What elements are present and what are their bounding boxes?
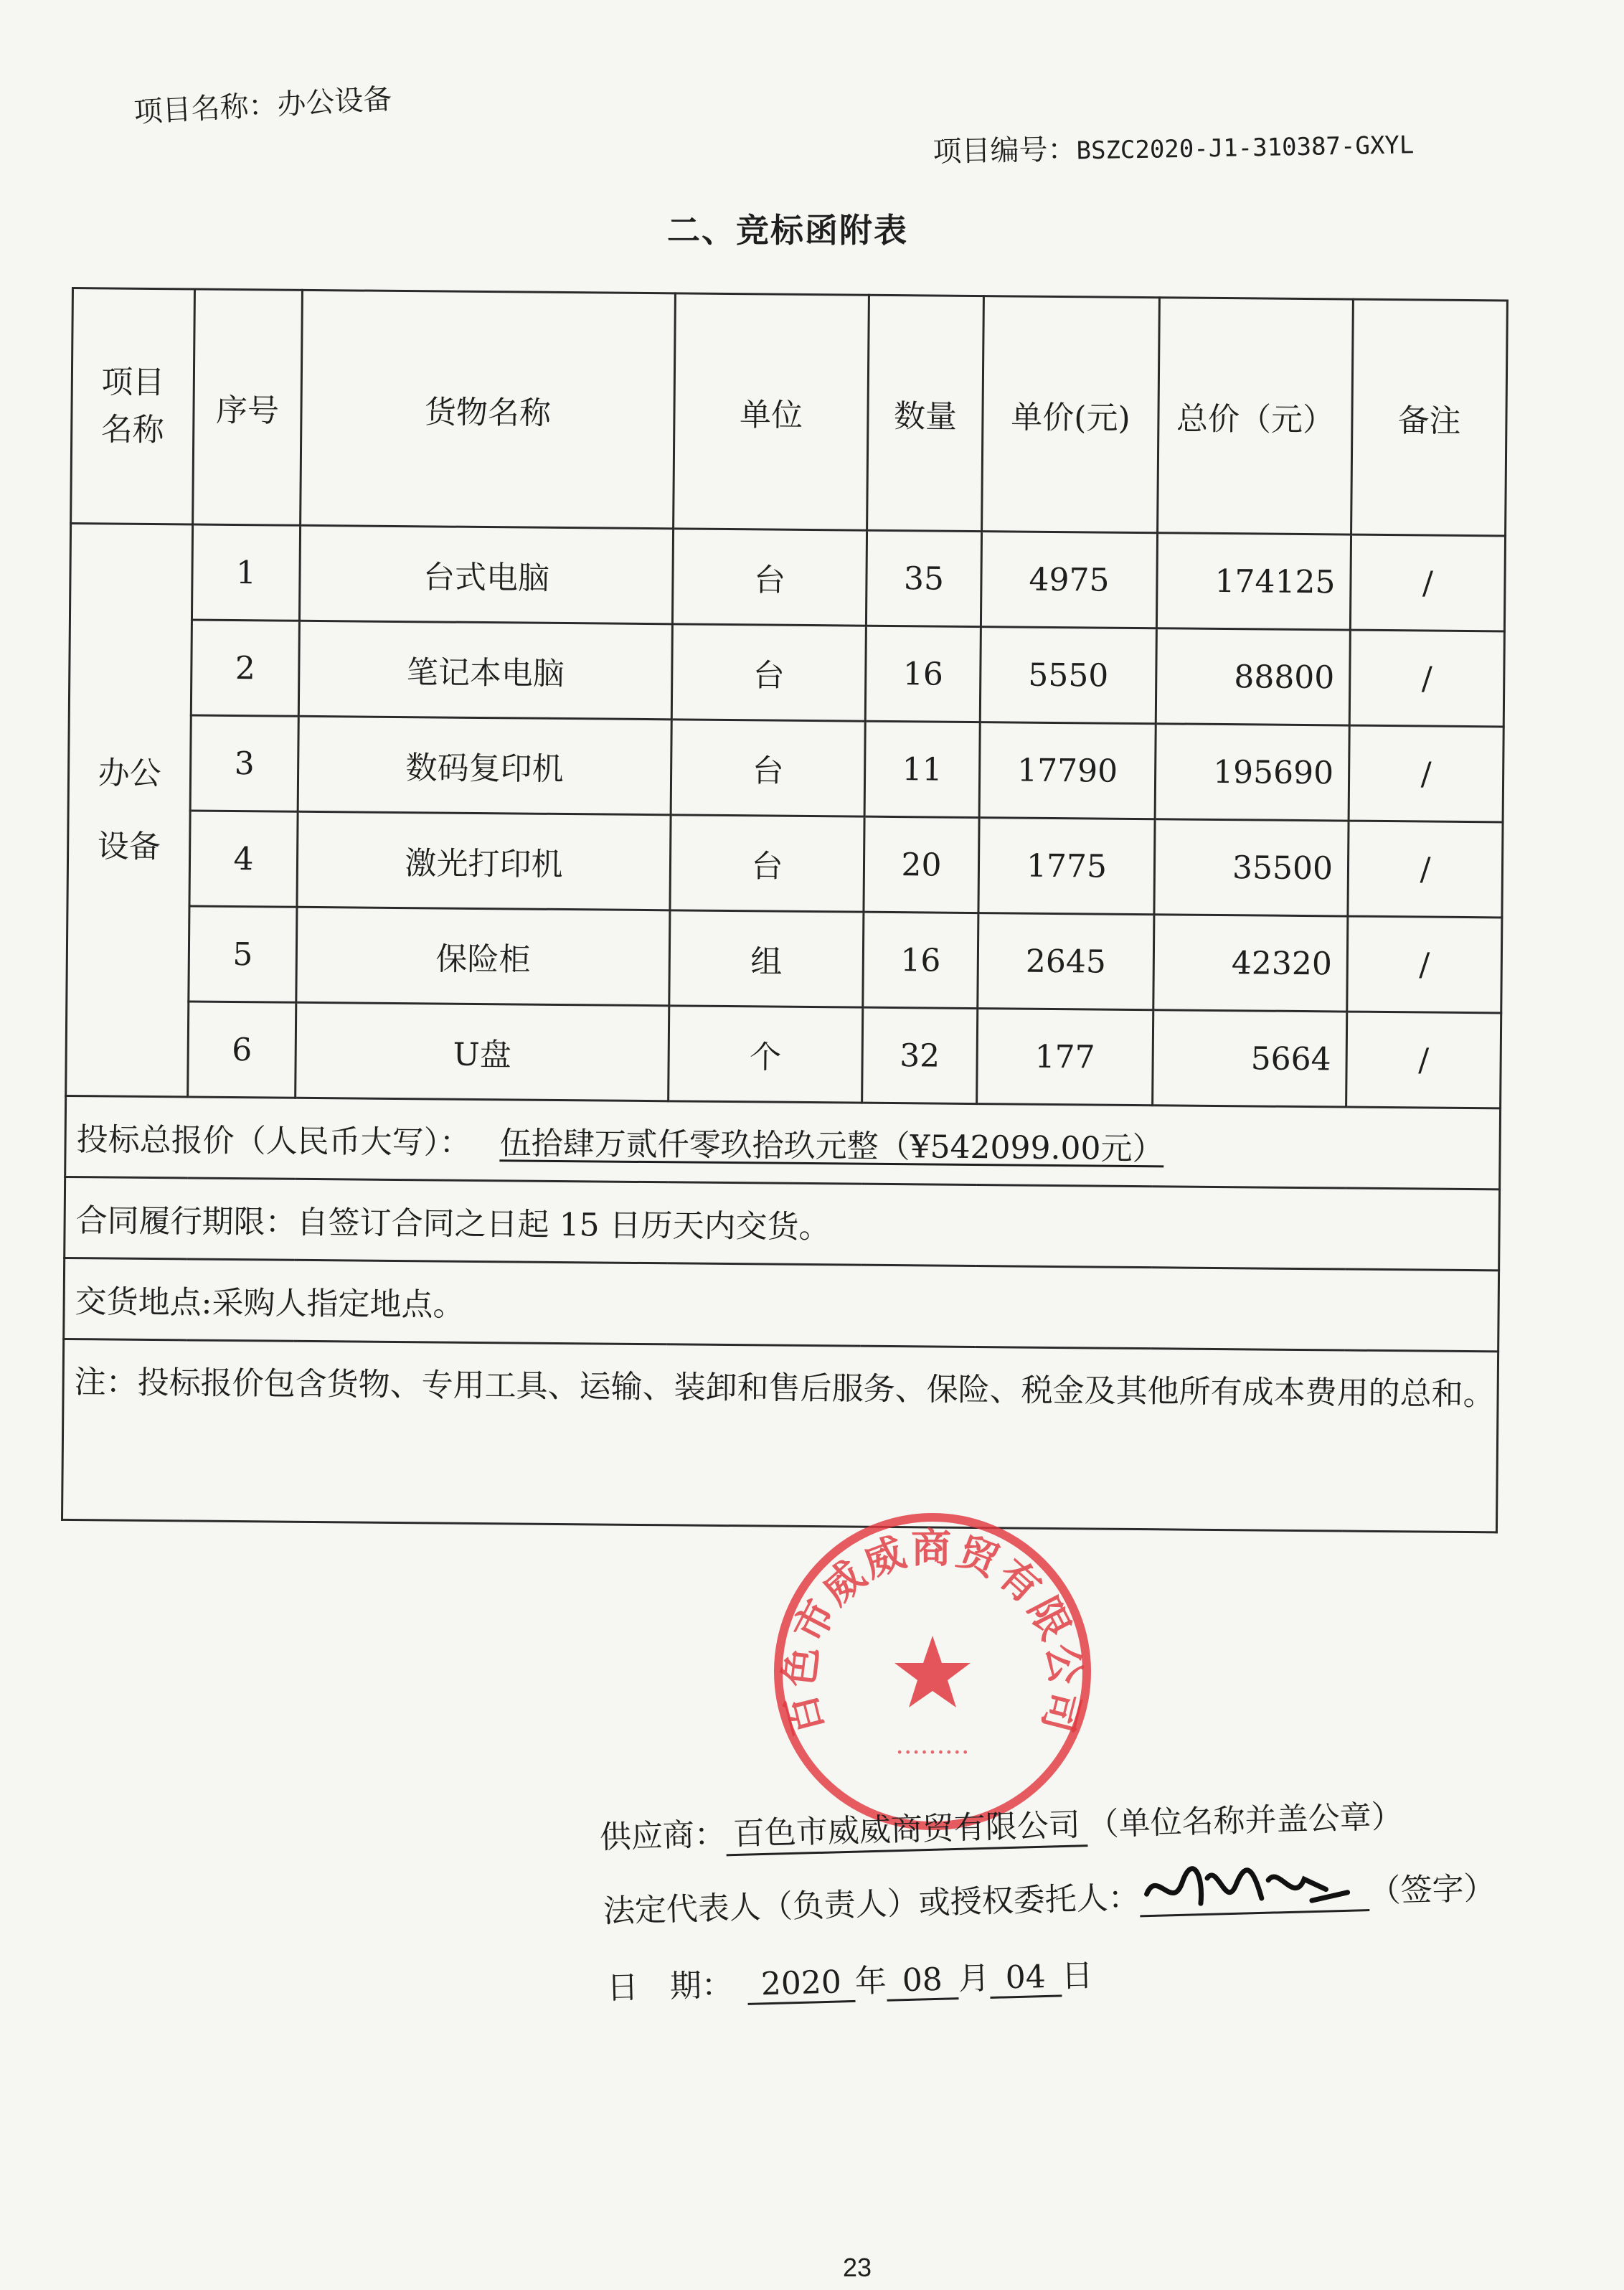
- date-day: 04: [989, 1958, 1062, 1999]
- table-row: [66, 1000, 1501, 1108]
- bid-table: [61, 287, 1509, 1533]
- row-name: 台式电脑: [299, 525, 673, 624]
- row-qty: 16: [865, 626, 981, 722]
- row-unit: 组: [669, 910, 864, 1007]
- table-row: [69, 618, 1504, 726]
- row-name: 保险柜: [296, 907, 670, 1006]
- row-total: 42320: [1153, 915, 1348, 1012]
- table-row: [67, 905, 1502, 1012]
- date-month: 08: [886, 1961, 958, 2002]
- row-note: /: [1349, 725, 1503, 822]
- delivery-place: 交货地点:采购人指定地点。: [64, 1258, 1499, 1351]
- group-label: 办公设备: [97, 755, 161, 865]
- supplier-suffix: （单位名称并盖公章）: [1087, 1798, 1404, 1844]
- total-price-value: 伍拾肆万贰仟零玖拾玖元整（¥542099.00元）: [499, 1125, 1164, 1168]
- table-row: [68, 714, 1503, 821]
- total-price-cell: [65, 1095, 1501, 1189]
- row-name: 激光打印机: [297, 811, 671, 910]
- date-year-label: 年: [854, 1962, 887, 2000]
- row-note: /: [1350, 534, 1505, 631]
- handwritten-signature: [1139, 1866, 1370, 1917]
- col-header: 序号: [193, 289, 303, 525]
- row-unit: 台: [672, 529, 867, 626]
- contract-period-row: [65, 1177, 1500, 1270]
- row-note: /: [1346, 1012, 1501, 1108]
- row-price: 2645: [978, 913, 1154, 1010]
- page-title: 二、竞标函附表: [667, 211, 908, 250]
- row-name: 笔记本电脑: [298, 621, 672, 720]
- row-price: 17790: [979, 722, 1156, 819]
- col-header: 项目名称: [71, 288, 195, 524]
- row-no: 3: [190, 715, 298, 811]
- row-no: 5: [189, 906, 297, 1002]
- representative-label: 法定代表人（负责人）或授权委托人：: [603, 1879, 1141, 1930]
- company-seal: [768, 1507, 1097, 1837]
- signature-scribble: [1138, 1857, 1355, 1920]
- group-label-cell: [66, 524, 193, 1097]
- date-label: 日 期：: [606, 1966, 734, 2007]
- row-unit: 台: [671, 720, 865, 816]
- project-no-line: [933, 121, 1415, 170]
- project-name-label: 项目名称：: [133, 88, 278, 129]
- row-total: 174125: [1156, 533, 1351, 630]
- row-price: 177: [977, 1009, 1153, 1106]
- row-total: 195690: [1155, 724, 1349, 821]
- project-name: 办公设备: [276, 83, 393, 122]
- supplier-name: 百色市威威商贸有限公司: [725, 1799, 1088, 1856]
- row-qty: 35: [866, 530, 981, 626]
- date-month-label: 月: [958, 1960, 991, 1998]
- seal-graphic: [768, 1507, 1097, 1837]
- project-no: BSZC2020-J1-310387-GXYL: [1076, 131, 1415, 166]
- note-row: [62, 1339, 1498, 1532]
- project-no-label: 项目编号：: [933, 133, 1077, 169]
- row-qty: 32: [862, 1007, 978, 1103]
- row-no: 1: [192, 524, 300, 621]
- representative-line: [603, 1862, 1496, 1931]
- supplier-line: [599, 1791, 1403, 1860]
- delivery-place-row: [64, 1258, 1499, 1351]
- row-unit: 台: [671, 624, 866, 721]
- row-total: 35500: [1154, 819, 1349, 916]
- row-unit: 个: [669, 1006, 863, 1103]
- row-price: 4975: [981, 532, 1157, 628]
- svg-text:百色市威威商贸有限公司: [775, 1525, 1090, 1740]
- row-name: U盘: [296, 1002, 669, 1101]
- project-name-line: [133, 76, 392, 131]
- row-qty: 16: [863, 912, 978, 1008]
- representative-suffix: （签字）: [1368, 1870, 1496, 1910]
- date-line: [606, 1949, 1093, 2009]
- row-qty: 20: [864, 816, 979, 913]
- table-header-row: [71, 288, 1508, 536]
- table-row: [67, 809, 1503, 917]
- row-no: 2: [191, 620, 299, 716]
- col-header: 货物名称: [301, 290, 676, 529]
- total-price-label: 投标总报价（人民币大写）：: [76, 1121, 471, 1162]
- col-header: 单价(元): [982, 296, 1160, 533]
- price-note: 注：投标报价包含货物、专用工具、运输、装卸和售后服务、保险、税金及其他所有成本费用的总和。: [62, 1339, 1498, 1532]
- total-price-row: [65, 1095, 1501, 1189]
- col-header: 备注: [1351, 299, 1508, 536]
- row-unit: 台: [670, 815, 864, 912]
- page-number: 23: [843, 2253, 872, 2282]
- seal-star-icon: [894, 1636, 971, 1707]
- table-row: [70, 524, 1505, 631]
- col-header: 总价（元）: [1158, 298, 1354, 534]
- row-name: 数码复印机: [298, 716, 671, 815]
- row-total: 88800: [1156, 628, 1350, 725]
- row-note: /: [1349, 630, 1504, 727]
- col-header: 单位: [674, 293, 869, 530]
- row-price: 1775: [978, 818, 1155, 915]
- row-total: 5664: [1153, 1010, 1347, 1107]
- date-year: 2020: [747, 1964, 855, 2005]
- row-no: 6: [188, 1002, 296, 1098]
- seal-text: 百色市威威商贸有限公司: [775, 1525, 1090, 1740]
- row-note: /: [1348, 821, 1503, 918]
- date-day-label: 日: [1061, 1957, 1094, 1995]
- svg-text:·········: ·········: [895, 1738, 970, 1768]
- row-note: /: [1347, 916, 1502, 1013]
- row-price: 5550: [980, 627, 1156, 724]
- contract-period: 合同履行期限：自签订合同之日起 15 日历天内交货。: [65, 1177, 1500, 1270]
- supplier-label: 供应商：: [599, 1816, 727, 1856]
- row-qty: 11: [864, 721, 980, 817]
- row-no: 4: [189, 811, 298, 907]
- col-header: 数量: [867, 295, 984, 531]
